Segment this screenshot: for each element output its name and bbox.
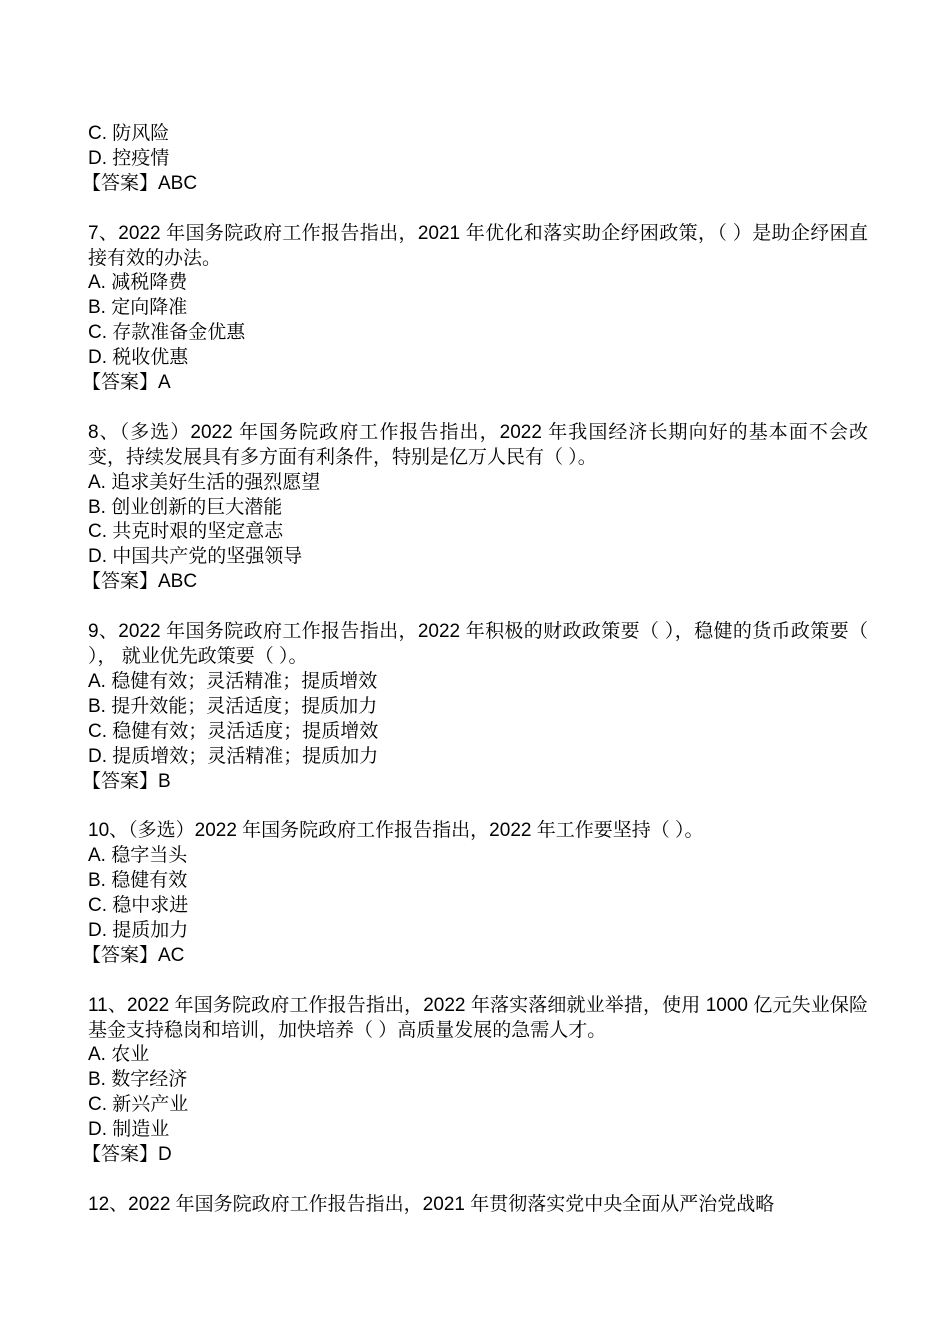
option-d: D. 提质加力	[88, 919, 189, 941]
answer-line: 【答案】A	[82, 372, 171, 394]
question-10	[82, 819, 868, 968]
option-a: A. 农业	[88, 1044, 150, 1066]
answer-line: 【答案】B	[82, 770, 171, 792]
question-text: 8、（多选）2022 年国务院政府工作报告指出，2022 年我国经济长期向好的基本面不会改变，持续发展具有多方面有利条件，特别是亿万人民有（ ）。	[88, 421, 868, 468]
option-d: D. 税收优惠	[88, 347, 189, 369]
option-b: B. 定向降准	[88, 297, 188, 319]
option-a: A. 稳字当头	[88, 845, 188, 867]
option-c: C. 稳健有效；灵活适度；提质增效	[88, 720, 379, 742]
option-c: C. 存款准备金优惠	[88, 322, 246, 344]
question-text: 10、（多选）2022 年国务院政府工作报告指出，2022 年工作要坚持（ ）。	[88, 820, 704, 842]
answer-line: 【答案】ABC	[82, 571, 198, 593]
answer-line: 【答案】D	[82, 1144, 172, 1166]
carry-over-question	[82, 122, 868, 197]
question-7	[82, 222, 868, 396]
question-text: 9、2022 年国务院政府工作报告指出，2022 年积极的财政政策要（ ），稳健的货币政策要（ ）， 就业优先政策要（ ）。	[88, 621, 868, 667]
question-text: 11、2022 年国务院政府工作报告指出，2022 年落实落细就业举措，使用 1000 亿元失业保险基金支持稳岗和培训，加快培养（ ）高质量发展的急需人才。	[88, 994, 868, 1041]
answer-line: 【答案】ABC	[82, 172, 198, 194]
question-9	[82, 620, 868, 794]
option-d: D. 中国共产党的坚强领导	[88, 546, 303, 568]
question-text: 12、2022 年国务院政府工作报告指出，2021 年贯彻落实党中央全面从严治党战略	[88, 1193, 775, 1215]
answer-line: 【答案】AC	[82, 944, 185, 966]
question-12	[88, 1193, 868, 1218]
option-d: D. 制造业	[88, 1119, 170, 1141]
option-c: C. 稳中求进	[88, 895, 189, 917]
option-c: C. 防风险	[88, 123, 170, 144]
option-d: D. 控疫情	[88, 147, 170, 169]
option-c: C. 新兴产业	[88, 1094, 189, 1116]
question-text: 7、2022 年国务院政府工作报告指出，2021 年优化和落实助企纾困政策，（ ）是助企纾困直接有效的办法。	[88, 222, 868, 269]
option-a: A. 稳健有效；灵活精准；提质增效	[88, 670, 378, 692]
question-11	[82, 994, 868, 1168]
option-b: B. 数字经济	[88, 1069, 188, 1091]
option-c: C. 共克时艰的坚定意志	[88, 521, 284, 543]
option-a: A. 减税降费	[88, 272, 188, 294]
option-b: B. 创业创新的巨大潜能	[88, 496, 283, 518]
document-content	[82, 122, 868, 1218]
option-b: B. 稳健有效	[88, 870, 188, 892]
question-8	[82, 421, 868, 595]
option-a: A. 追求美好生活的强烈愿望	[88, 471, 321, 493]
option-b: B. 提升效能；灵活适度；提质加力	[88, 695, 378, 717]
option-d: D. 提质增效；灵活精准；提质加力	[88, 745, 379, 767]
